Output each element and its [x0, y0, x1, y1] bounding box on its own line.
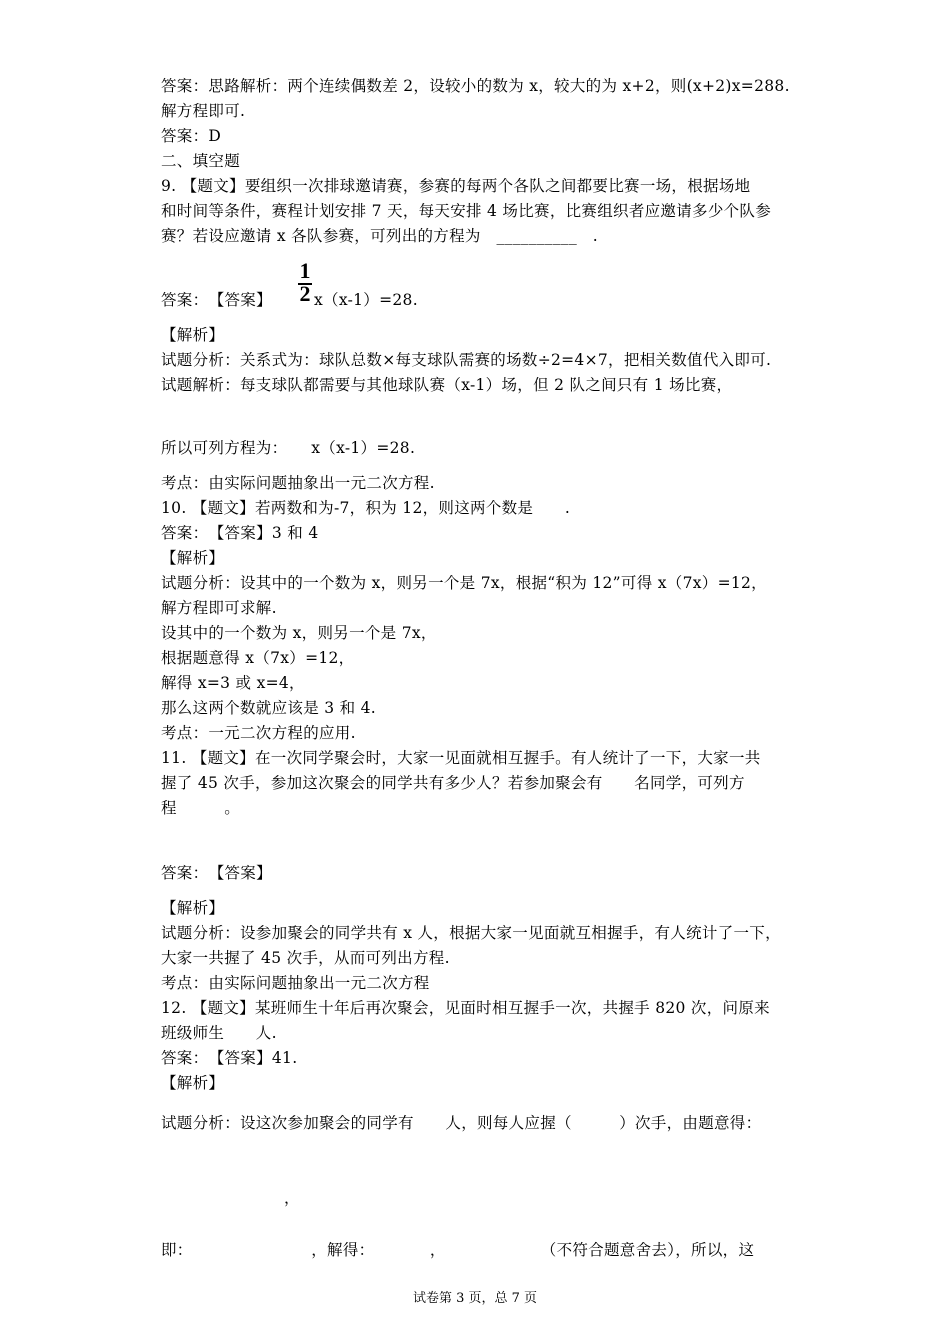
fraction-one-half [296, 260, 314, 305]
section-heading: 二、填空题 [161, 152, 241, 170]
knowledge-point: 考点：由实际问题抽象出一元二次方程. [161, 474, 435, 492]
answer-line: 答案： 【答案】41. [161, 1049, 298, 1067]
question-line: 赛？若设应邀请 x 各队参赛，可列出的方程为 __________ . [161, 227, 599, 245]
fraction-numerator: 1 [299, 258, 311, 283]
question-line: 10. 【题文】若两数和为-7，积为 12，则这两个数是 . [161, 499, 571, 517]
text-line: 大家一共握了 45 次手，从而可列出方程. [161, 949, 450, 967]
answer-line: 答案： 【答案】 [161, 864, 272, 882]
answer-equation: x（x-1）=28. [314, 291, 418, 309]
text-line: 那么这两个数就应该是 3 和 4. [161, 699, 377, 717]
text-line: 即： ，解得： ， （不符合题意舍去），所以，这 [161, 1241, 755, 1259]
answer-line: 答案：D [161, 127, 222, 145]
answer-line: 答案： 【答案】 [161, 291, 272, 309]
knowledge-point: 考点：由实际问题抽象出一元二次方程 [161, 974, 430, 992]
text-line: 试题分析：关系式为：球队总数×每支球队需赛的场数÷2=4×7，把相关数值代入即可. [161, 351, 772, 369]
text-line: 所以可列方程为： x（x-1）=28. [161, 439, 416, 457]
analysis-heading: 【解析】 [161, 549, 225, 567]
text-line: 解方程即可求解. [161, 599, 277, 617]
question-line: 和时间等条件，赛程计划安排 7 天，每天安排 4 场比赛，比赛组织者应邀请多少个队参 [161, 202, 772, 220]
question-line: 程 。 [161, 799, 241, 817]
question-line: 11. 【题文】在一次同学聚会时，大家一见面就相互握手。有人统计了一下，大家一共 [161, 749, 761, 767]
question-line: 12. 【题文】某班师生十年后再次聚会，见面时相互握手一次，共握手 820 次，问原来 [161, 999, 770, 1017]
punctuation-comma: ， [284, 1189, 300, 1207]
analysis-heading: 【解析】 [161, 899, 225, 917]
text-line: 试题分析：设这次参加聚会的同学有 人，则每人应握（ ）次手，由题意得： [161, 1114, 762, 1132]
text-line: 解方程即可. [161, 102, 246, 120]
question-line: 班级师生 人. [161, 1024, 277, 1042]
text-line: 设其中的一个数为 x，则另一个是 7x， [161, 624, 437, 642]
text-line: 答案：思路解析：两个连续偶数差 2，设较小的数为 x，较大的为 x+2，则(x+2)x=288. [161, 77, 790, 95]
fraction-denominator: 2 [299, 281, 311, 306]
question-line: 握了 45 次手，参加这次聚会的同学共有多少人？若参加聚会有 名同学，可列方 [161, 774, 745, 792]
text-line: 根据题意得 x（7x）=12， [161, 649, 355, 667]
knowledge-point: 考点：一元二次方程的应用. [161, 724, 356, 742]
analysis-heading: 【解析】 [161, 326, 225, 344]
text-line: 试题分析：设其中的一个数为 x，则另一个是 7x，根据“积为 12”可得 x（7x）=12， [161, 574, 767, 592]
analysis-heading: 【解析】 [161, 1074, 225, 1092]
text-line: 试题解析：每支球队都需要与其他球队赛（x-1）场，但 2 队之间只有 1 场比赛， [161, 376, 733, 394]
question-line: 9. 【题文】要组织一次排球邀请赛，参赛的每两个各队之间都要比赛一场，根据场地 [161, 177, 751, 195]
answer-line: 答案： 【答案】3 和 4 [161, 524, 319, 542]
page-footer: 试卷第 3 页，总 7 页 [412, 1291, 538, 1306]
text-line: 试题分析：设参加聚会的同学共有 x 人，根据大家一见面就互相握手，有人统计了一下， [161, 924, 781, 942]
text-line: 解得 x=3 或 x=4， [161, 674, 305, 692]
